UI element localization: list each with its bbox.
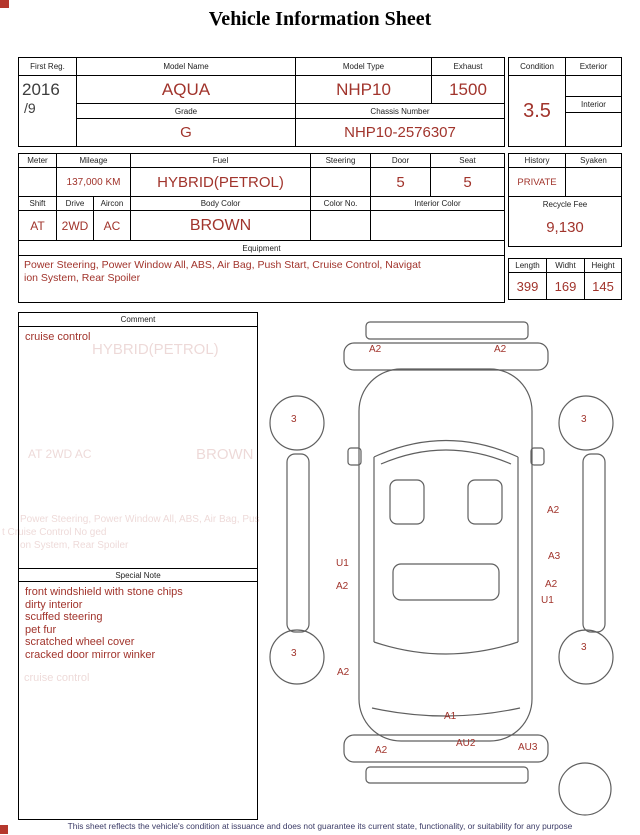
history-value: PRIVATE	[509, 168, 566, 196]
footer-disclaimer: This sheet reflects the vehicle's condition at issuance and does not guarantee its current state, functionality, or suitability for any purpose	[67, 821, 573, 831]
comment-header: Comment	[19, 313, 257, 327]
height-value: 145	[592, 278, 614, 294]
special-note-line: scuffed steering	[25, 611, 103, 624]
width-value: 169	[547, 273, 585, 299]
damage-mark-label: A2	[337, 667, 350, 678]
corner-mark-top	[0, 0, 9, 8]
steering-label: Steering	[311, 154, 371, 168]
special-note-line: front windshield with stone chips	[25, 586, 183, 598]
car-diagram	[260, 312, 638, 824]
first-reg-label: First Reg.	[19, 58, 77, 76]
special-note-line: pet fur	[25, 623, 57, 636]
condition-label: Condition	[509, 58, 566, 76]
recycle-fee-value: 9,130	[546, 219, 584, 236]
syaken-label: Syaken	[566, 154, 621, 168]
recycle-fee-label: Recycle Fee	[542, 200, 588, 209]
model-type-value: NHP10	[296, 76, 432, 104]
damage-mark-label: A2	[494, 344, 507, 355]
steering-value	[311, 168, 371, 196]
damage-mark-label: U1	[541, 595, 554, 606]
exterior-label: Exterior	[566, 58, 621, 76]
special-note-line: scratched wheel cover	[25, 636, 135, 649]
equipment-line1: Power Steering, Power Window All, ABS, Air Bag, Push Start, Cruise Control, Navigat	[24, 259, 421, 271]
model-name-value: AQUA	[77, 76, 296, 104]
car-outline-drawing	[260, 312, 638, 824]
length-label: Length	[509, 259, 547, 273]
model-name-label: Model Name	[77, 58, 296, 76]
page-title: Vehicle Information Sheet	[208, 8, 432, 30]
ghost-text: t	[2, 527, 5, 538]
width-label: Widht	[547, 259, 585, 273]
height-label: Height	[585, 259, 621, 273]
special-note-header: Special Note	[19, 568, 257, 582]
damage-mark-label: A2	[547, 505, 560, 516]
damage-mark-label: AU3	[518, 742, 538, 753]
recycle-fee-box	[508, 196, 622, 247]
shift-label: Shift	[19, 197, 57, 211]
interior-color-value	[371, 211, 504, 240]
damage-mark-label: U1	[336, 558, 349, 569]
shift-value: AT	[19, 211, 57, 240]
seat-value: 5	[463, 173, 472, 191]
color-no-value	[311, 211, 371, 240]
seat-label: Seat	[431, 154, 504, 168]
damage-mark-label: A1	[444, 711, 457, 722]
interior-value	[566, 113, 621, 146]
damage-mark-label: 3	[291, 648, 297, 659]
mileage-value: 137,000 KM	[57, 168, 131, 196]
interior-color-label: Interior Color	[371, 197, 504, 211]
spec-table-row1	[18, 153, 505, 197]
damage-mark-label: 3	[291, 414, 297, 425]
fuel-label: Fuel	[131, 154, 311, 168]
meter-label: Meter	[19, 154, 57, 168]
exhaust-label: Exhaust	[432, 58, 504, 76]
drive-label: Drive	[57, 197, 94, 211]
interior-label: Interior	[566, 97, 621, 113]
mileage-label: Mileage	[57, 154, 131, 168]
exhaust-value: 1500	[432, 76, 504, 104]
equipment-line2: ion System, Rear Spoiler	[24, 272, 141, 284]
first-reg-value	[19, 76, 77, 146]
chassis-number-label: Chassis Number	[296, 104, 504, 119]
equipment-label: Equipment	[19, 241, 504, 256]
model-type-label: Model Type	[296, 58, 432, 76]
meter-value	[19, 168, 57, 196]
damage-mark-label: A2	[336, 581, 349, 592]
damage-mark-label: A2	[375, 745, 388, 756]
damage-mark-label: A2	[369, 344, 382, 355]
aircon-value: AC	[94, 211, 131, 240]
first-reg-year: 2016	[22, 80, 60, 99]
color-no-label: Color No.	[311, 197, 371, 211]
body-color-value: BROWN	[131, 211, 311, 240]
history-label: History	[509, 154, 566, 168]
damage-mark-label: AU2	[456, 738, 476, 749]
equipment-value	[19, 256, 504, 302]
condition-value: 3.5	[509, 76, 566, 146]
drive-value: 2WD	[57, 211, 94, 240]
comment-text: cruise control	[25, 331, 91, 343]
aircon-label: Aircon	[94, 197, 131, 211]
spec-table-row2	[18, 196, 505, 241]
grade-value: G	[77, 119, 296, 146]
chassis-number-value: NHP10-2576307	[344, 124, 456, 141]
registration-table	[18, 57, 505, 147]
history-table	[508, 153, 622, 197]
body-color-label: Body Color	[131, 197, 311, 211]
dimensions-table	[508, 258, 622, 300]
damage-mark-label: A3	[548, 551, 561, 562]
comment-panel	[18, 312, 258, 820]
length-value: 399	[509, 273, 547, 299]
damage-mark-label: 3	[581, 642, 587, 653]
grade-label: Grade	[77, 104, 296, 119]
special-note-list	[25, 586, 253, 662]
door-value: 5	[371, 168, 431, 196]
equipment-table	[18, 240, 505, 303]
special-note-line: cracked door mirror winker	[25, 648, 156, 661]
door-label: Door	[371, 154, 431, 168]
exterior-value	[566, 76, 621, 97]
syaken-value	[566, 168, 621, 196]
damage-mark-label: 3	[581, 414, 587, 425]
first-reg-month: /9	[24, 100, 36, 116]
condition-table	[508, 57, 622, 147]
fuel-value: HYBRID(PETROL)	[131, 168, 311, 196]
damage-mark-label: A2	[545, 579, 558, 590]
special-note-line: dirty interior	[25, 598, 83, 611]
